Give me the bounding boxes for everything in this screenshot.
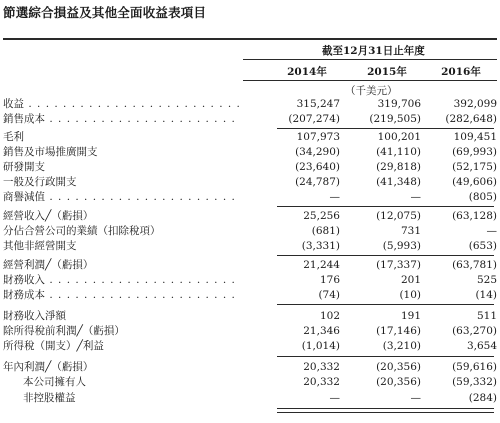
row-label: 毛利 <box>3 131 24 143</box>
value-2014: (34,290) <box>295 146 340 158</box>
value-2016: (63,781) <box>452 259 497 271</box>
value-2015: 319,706 <box>377 98 421 110</box>
value-2016: (49,606) <box>452 176 497 188</box>
table-row <box>3 130 497 145</box>
value-2016: (805) <box>468 191 497 203</box>
row-label: 財務成本 . . . <box>3 288 241 303</box>
subtotal-rule <box>277 128 494 129</box>
value-2016: (63,270) <box>452 325 497 337</box>
value-2016: (59,616) <box>452 361 497 373</box>
column-header-2014: 2014年 <box>287 66 327 78</box>
top-rule <box>3 38 497 40</box>
value-2015: 731 <box>400 225 421 237</box>
row-label: 年內利潤╱（虧損） <box>3 361 94 373</box>
row-label: 研發開支 <box>3 161 45 173</box>
value-2014: 176 <box>319 274 340 286</box>
value-2014: 20,332 <box>303 376 340 388</box>
row-label: 除所得稅前利潤╱（虧損） <box>3 325 125 337</box>
value-2016: (63,128) <box>452 210 497 222</box>
value-2016: 511 <box>476 310 497 322</box>
value-2015: — <box>410 191 421 203</box>
table-row <box>3 391 497 406</box>
value-2015: (12,075) <box>376 210 421 222</box>
value-2014: 25,256 <box>303 210 340 222</box>
value-2015: (17,146) <box>376 325 421 337</box>
value-2014: (74) <box>318 289 340 301</box>
value-2014: 102 <box>319 310 340 322</box>
table-row <box>3 97 497 112</box>
value-2015: (41,110) <box>376 146 421 158</box>
value-2014: 20,332 <box>303 361 340 373</box>
table-row <box>3 360 497 375</box>
value-2016: (69,993) <box>452 146 497 158</box>
row-label: 銷售成本 . . . <box>3 112 241 127</box>
column-header-2015: 2015年 <box>367 66 407 78</box>
value-2015: 100,201 <box>377 131 421 143</box>
value-2015: (41,348) <box>376 176 421 188</box>
value-2016: 3,654 <box>466 340 497 352</box>
table-row <box>3 288 497 303</box>
row-label: 銷售及市場推廣開支 <box>3 146 98 158</box>
value-2015: (219,505) <box>369 113 421 125</box>
value-2016: (14) <box>475 289 497 301</box>
value-2016: (653) <box>468 240 497 252</box>
table-row <box>3 209 497 224</box>
table-row <box>3 239 497 254</box>
year-underline <box>243 80 497 81</box>
value-2014: (681) <box>311 225 340 237</box>
value-2014: — <box>329 392 340 404</box>
value-2016: (59,332) <box>452 376 497 388</box>
value-2014: 107,973 <box>296 131 340 143</box>
table-row <box>3 324 497 339</box>
value-2015: 191 <box>400 310 421 322</box>
table-row <box>3 190 497 205</box>
row-label: 收益 . . . <box>3 97 241 112</box>
value-2015: (17,337) <box>376 259 421 271</box>
subtotal-rule <box>277 206 494 207</box>
value-2015: (20,356) <box>376 376 421 388</box>
table-title: 節選綜合損益及其他全面收益表項目 <box>3 5 207 20</box>
table-row <box>3 224 497 239</box>
table-row <box>3 258 497 273</box>
table-row <box>3 309 497 324</box>
value-2015: (10) <box>399 289 421 301</box>
subtotal-rule <box>277 255 494 256</box>
value-2014: — <box>329 191 340 203</box>
value-2014: 21,346 <box>303 325 340 337</box>
row-label: 所得稅（開支）╱利益 <box>3 340 104 352</box>
table-row <box>3 375 497 390</box>
subtotal-rule <box>277 356 494 357</box>
table-row <box>3 112 497 127</box>
value-2015: (5,993) <box>382 240 421 252</box>
value-2014: (24,787) <box>295 176 340 188</box>
value-2014: (23,640) <box>295 161 340 173</box>
row-label: 經營收入╱（虧損） <box>3 210 94 222</box>
row-label: 分佔合營公司的業績（扣除稅項） <box>3 225 161 237</box>
value-2014: (1,014) <box>301 340 340 352</box>
row-label: 非控股權益 <box>23 392 76 404</box>
row-label: 財務收入淨額 <box>3 310 66 322</box>
value-2016: (52,175) <box>452 161 497 173</box>
row-label: 商譽減值 . . . <box>3 190 241 205</box>
value-2015: 201 <box>400 274 421 286</box>
table-row <box>3 273 497 288</box>
value-2014: (3,331) <box>301 240 340 252</box>
value-2016: — <box>486 225 497 237</box>
value-2015: (20,356) <box>376 361 421 373</box>
value-2014: 315,247 <box>296 98 340 110</box>
table-row <box>3 175 497 190</box>
value-2014: 21,244 <box>303 259 340 271</box>
row-label: 財務收入 . . . <box>3 273 241 288</box>
value-2015: (29,818) <box>376 161 421 173</box>
value-2016: (284) <box>468 392 497 404</box>
value-2015: (3,210) <box>382 340 421 352</box>
table-row <box>3 160 497 175</box>
period-header: 截至12月31日止年度 <box>322 45 425 57</box>
row-label: 其他非經營開支 <box>3 240 77 252</box>
value-2014: (207,274) <box>288 113 340 125</box>
table-row <box>3 339 497 354</box>
value-2016: 392,099 <box>453 98 497 110</box>
value-2016: 109,451 <box>453 131 497 143</box>
row-label: 一般及行政開支 <box>3 176 77 188</box>
row-label: 經營利潤╱（虧損） <box>3 259 94 271</box>
period-underline <box>243 59 497 60</box>
subtotal-rule <box>277 304 494 305</box>
value-2016: 525 <box>476 274 497 286</box>
table-row <box>3 145 497 160</box>
total-double-rule <box>277 408 494 413</box>
unit-label: （千美元） <box>345 85 398 97</box>
column-header-2016: 2016年 <box>441 66 481 78</box>
row-label: 本公司擁有人 <box>23 376 86 388</box>
value-2015: — <box>410 392 421 404</box>
value-2016: (282,648) <box>445 113 497 125</box>
